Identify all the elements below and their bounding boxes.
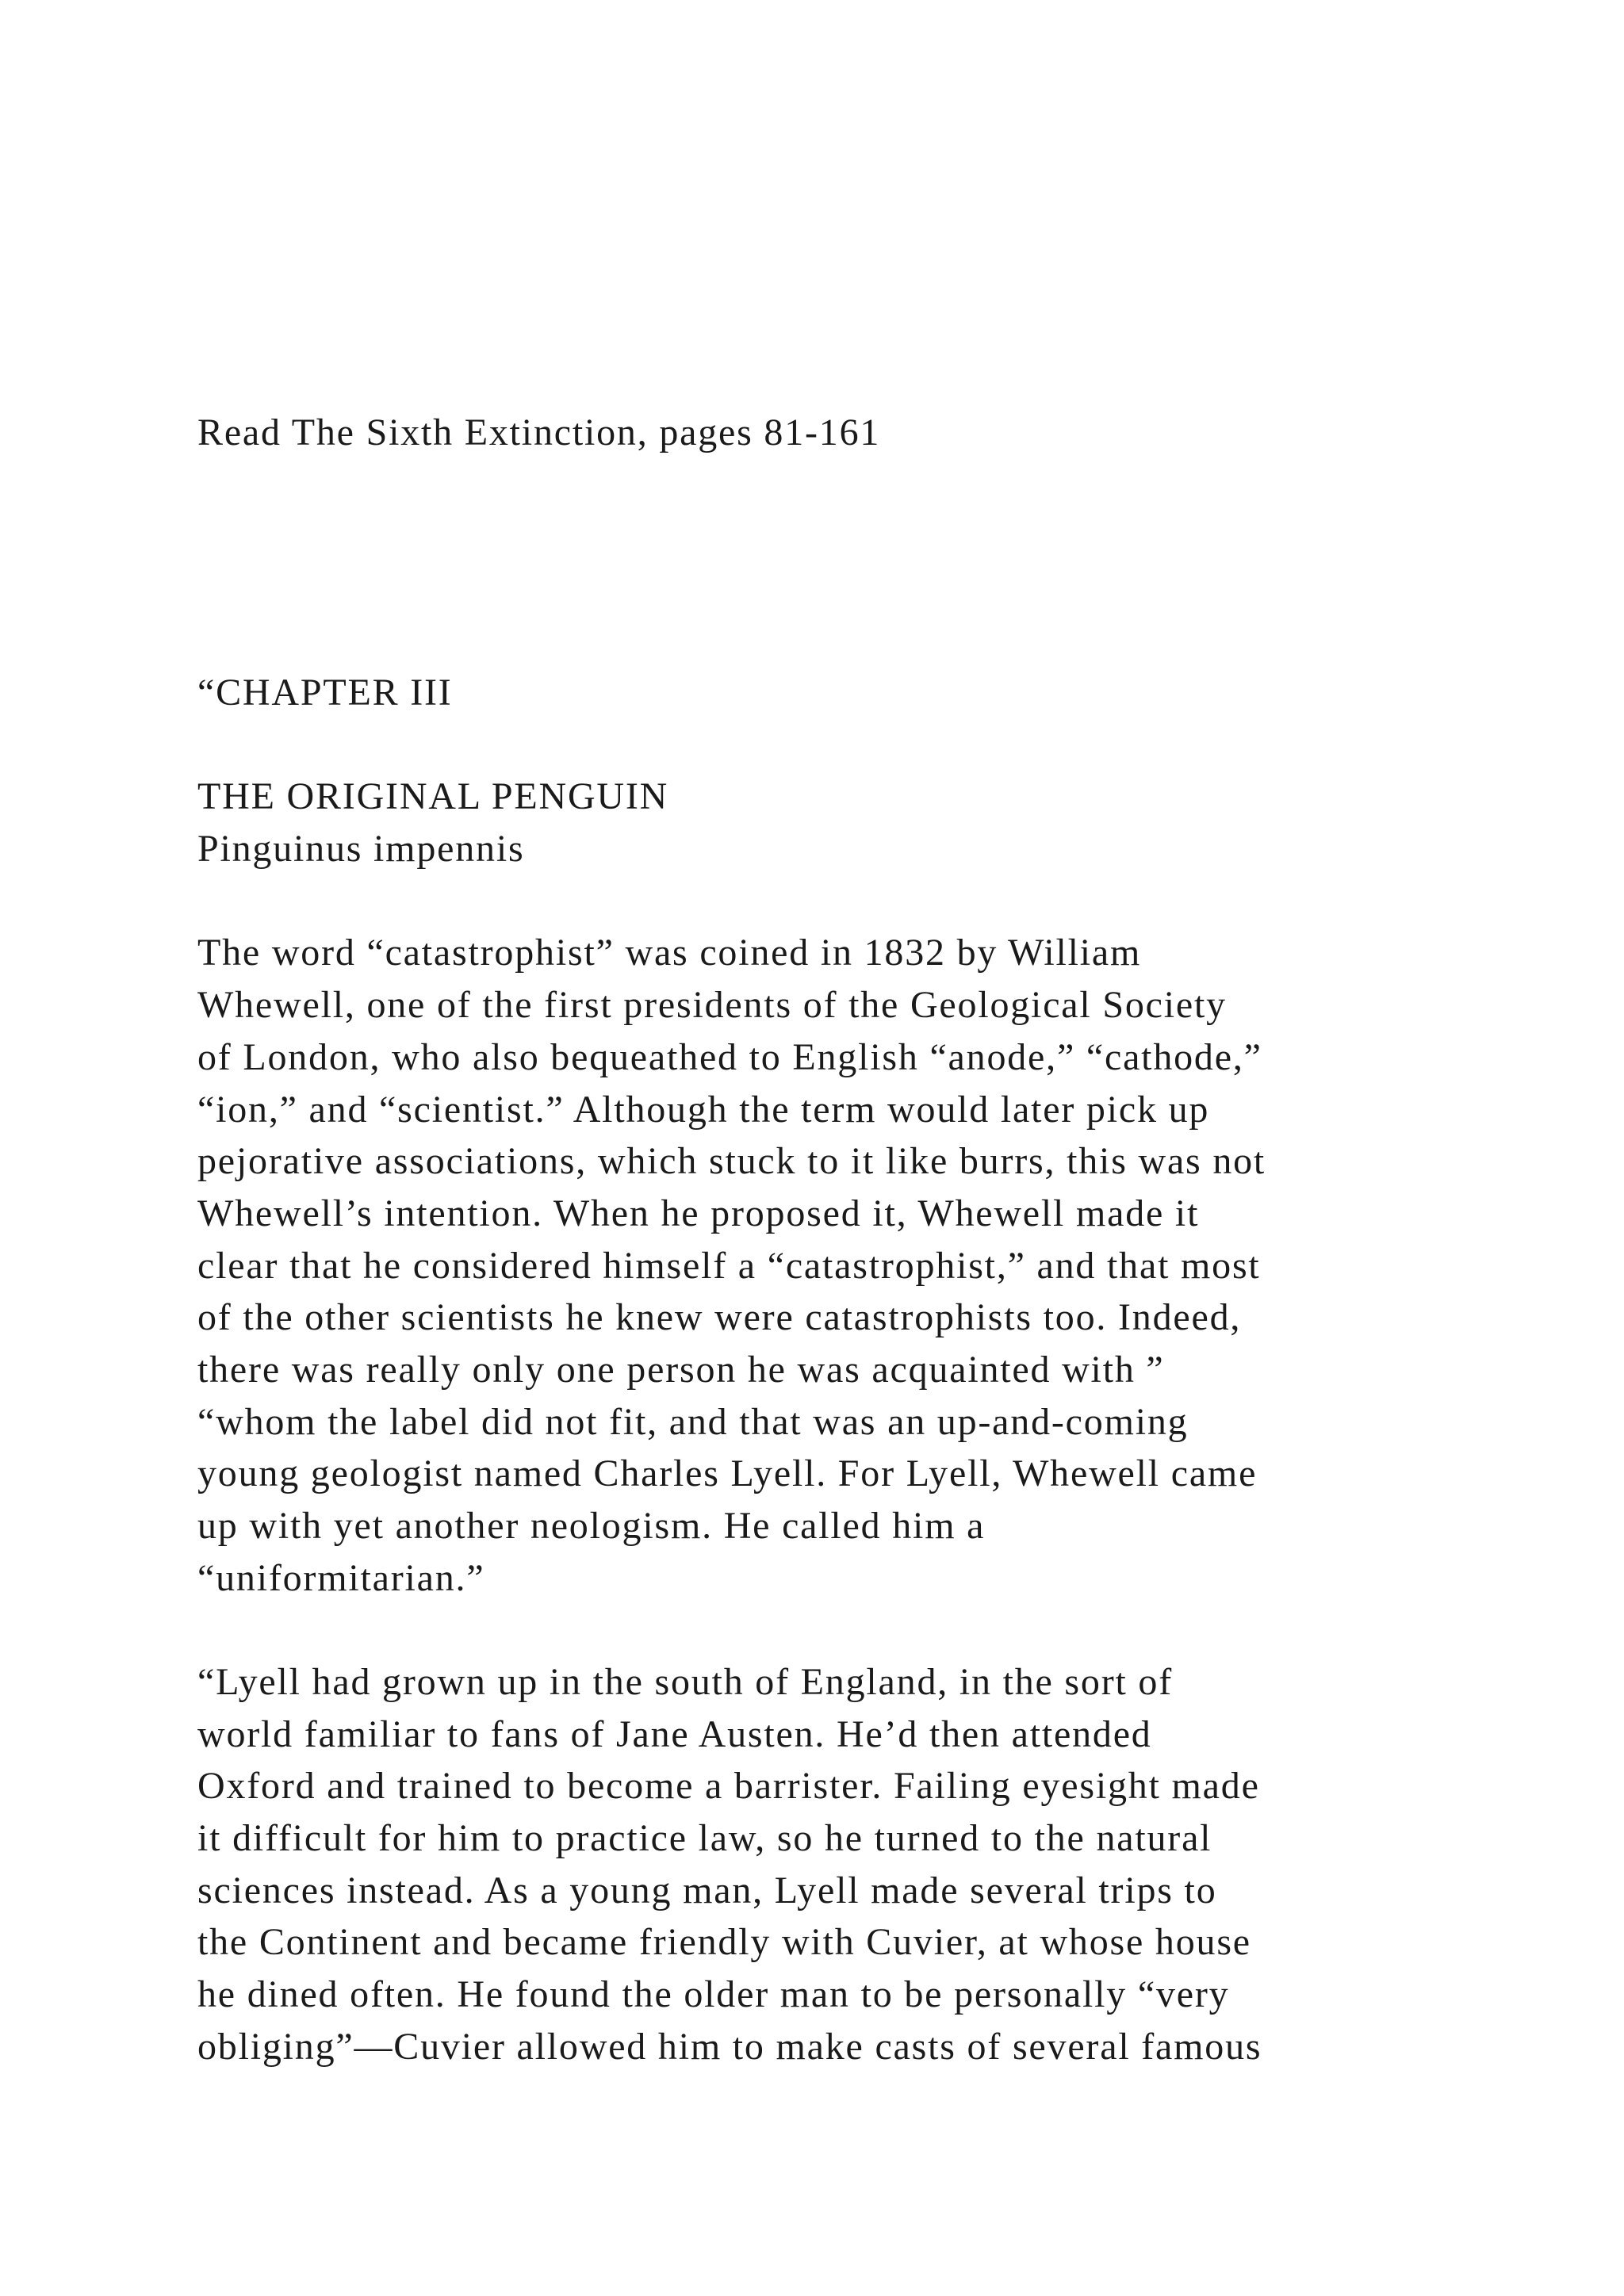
- chapter-subtitle: Pinguinus impennis: [197, 828, 525, 870]
- paragraph-2-line: the Continent and became friendly with Cuvier, at whose house: [197, 1921, 1251, 1963]
- paragraph-2-line: obliging”—Cuvier allowed him to make casts of several famous: [197, 2026, 1262, 2068]
- paragraph-1-line: up with yet another neologism. He called him a: [197, 1505, 986, 1547]
- chapter-number: “CHAPTER III: [197, 672, 453, 714]
- chapter-title: THE ORIGINAL PENGUIN: [197, 775, 669, 817]
- paragraph-2-line: he dined often. He found the older man to be personally “very: [197, 1973, 1230, 2015]
- paragraph-1-line: Whewell, one of the first presidents of the Geological Society: [197, 984, 1227, 1026]
- paragraph-2-line: Oxford and trained to become a barrister. Failing eyesight made: [197, 1765, 1260, 1807]
- paragraph-1-line: The word “catastrophist” was coined in 1832 by William: [197, 932, 1142, 974]
- paragraph-2-line: sciences instead. As a young man, Lyell made several trips to: [197, 1869, 1217, 1911]
- paragraph-1-line: of London, who also bequeathed to English “anode,” “cathode,”: [197, 1036, 1262, 1078]
- reading-instruction: Read The Sixth Extinction, pages 81-161: [197, 411, 881, 453]
- paragraph-1-line: clear that he considered himself a “catastrophist,” and that most: [197, 1245, 1261, 1287]
- paragraph-1-line: Whewell’s intention. When he proposed it, Whewell made it: [197, 1192, 1200, 1234]
- paragraph-2-line: world familiar to fans of Jane Austen. He’d then attended: [197, 1713, 1152, 1755]
- paragraph-1-line: young geologist named Charles Lyell. For Lyell, Whewell came: [197, 1452, 1258, 1494]
- paragraph-1-line: pejorative associations, which stuck to it like burrs, this was not: [197, 1140, 1266, 1182]
- paragraph-2-line: it difficult for him to practice law, so he turned to the natural: [197, 1817, 1212, 1859]
- paragraph-1-line: “uniformitarian.”: [197, 1557, 485, 1599]
- paragraph-1-line: of the other scientists he knew were catastrophists too. Indeed,: [197, 1296, 1242, 1338]
- paragraph-1-line: “ion,” and “scientist.” Although the term would later pick up: [197, 1089, 1210, 1131]
- paragraph-1-line: “whom the label did not fit, and that was an up-and-coming: [197, 1401, 1189, 1443]
- paragraph-2-line: “Lyell had grown up in the south of England, in the sort of: [197, 1661, 1174, 1703]
- paragraph-1-line: there was really only one person he was acquainted with ”: [197, 1349, 1165, 1391]
